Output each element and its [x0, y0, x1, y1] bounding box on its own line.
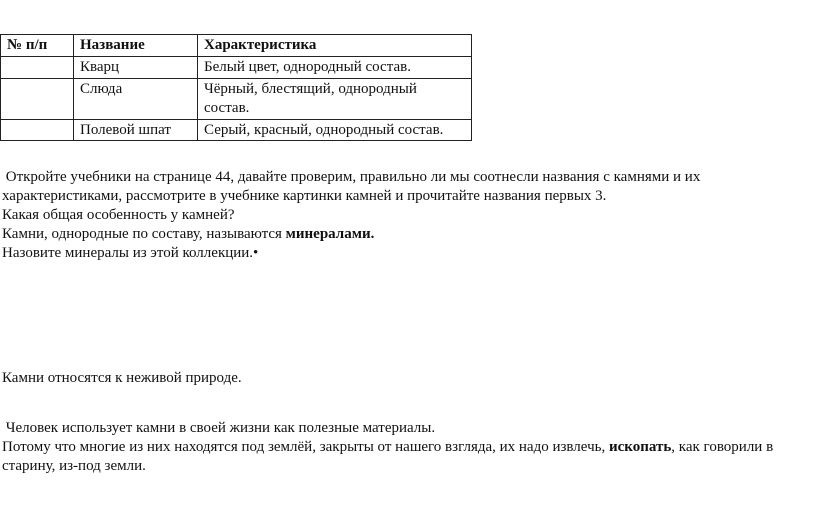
row-name: Полевой шпат — [74, 119, 198, 141]
paragraph-extraction-line2: старину, из-под земли. — [2, 458, 146, 474]
question-common-feature: Какая общая особенность у камней? — [2, 207, 235, 223]
table-row — [1, 119, 472, 141]
row-number — [1, 119, 74, 141]
header-number: № п/п — [1, 35, 74, 57]
row-number — [1, 56, 74, 78]
paragraph-extraction-line1 — [2, 438, 773, 457]
row-characteristic: Серый, красный, однородный состав. — [198, 119, 472, 141]
paragraph-inanimate-nature: Камни относятся к неживой природе. — [2, 370, 242, 386]
term-minerals: минералами. — [285, 226, 375, 242]
extraction-text-start: Потому что многие из них находятся под землёй, закрыты от нашего взгляда, их надо извлечь, — [2, 439, 609, 455]
row-characteristic: Чёрный, блестящий, однородный состав. — [198, 78, 472, 119]
question-name-minerals: Назовите минералы из этой коллекции.• — [2, 245, 259, 261]
paragraph-minerals-definition — [2, 225, 374, 244]
table-row — [1, 78, 472, 119]
definition-text: Камни, однородные по составу, называются — [2, 226, 286, 242]
term-dig-out: ископать — [608, 439, 672, 455]
row-characteristic: Белый цвет, однородный состав. — [198, 56, 472, 78]
paragraph-useful-materials: Человек использует камни в своей жизни как полезные материалы. — [2, 420, 436, 436]
row-name: Кварц — [74, 56, 198, 78]
header-characteristic: Характеристика — [198, 35, 472, 57]
table-row — [1, 56, 472, 78]
row-name: Слюда — [74, 78, 198, 119]
row-number — [1, 78, 74, 119]
table-header-row — [1, 35, 472, 57]
rocks-table — [0, 34, 472, 141]
paragraph-open-textbook-line1: Откройте учебники на странице 44, давайте проверим, правильно ли мы соотнесли названия с камнями и их — [2, 169, 701, 185]
paragraph-open-textbook-line2: характеристиками, рассмотрите в учебнике картинки камней и прочитайте названия первых 3. — [2, 188, 607, 204]
header-name: Название — [74, 35, 198, 57]
extraction-text-end: , как говорили в — [671, 439, 774, 455]
